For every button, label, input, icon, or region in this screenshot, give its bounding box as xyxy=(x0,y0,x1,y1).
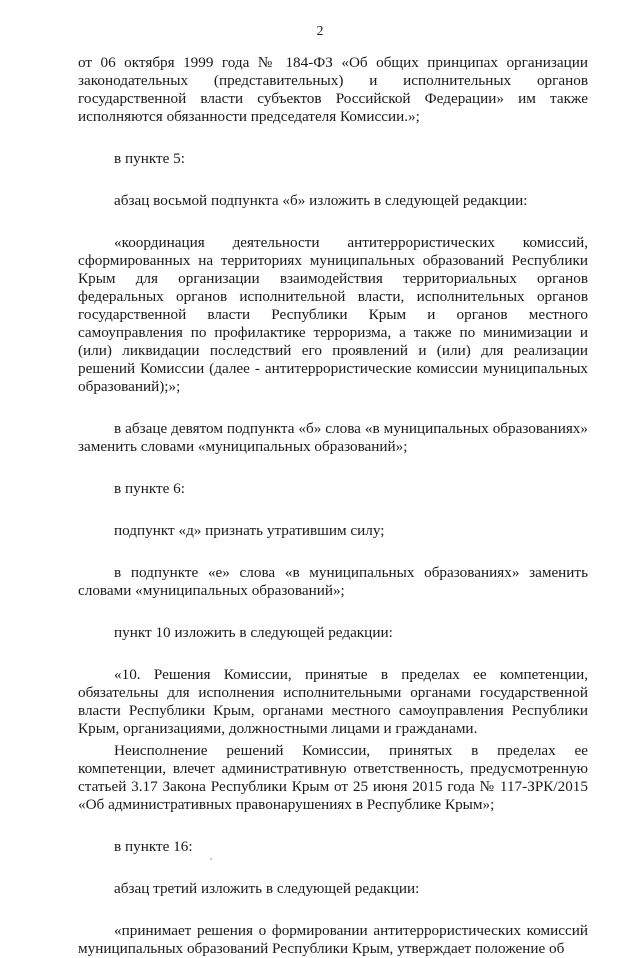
paragraph-item-5: в пункте 5: xyxy=(114,150,185,167)
paragraph-instruction-8b: абзац восьмой подпункта «б» изложить в следующей редакции: xyxy=(114,192,528,209)
paragraph-subitem-e: в подпункте «е» слова «в муниципальных образованиях» заменить словами «муниципальных образований»; xyxy=(78,564,588,599)
scan-speck xyxy=(210,858,212,860)
paragraph-instruction-9b: в абзаце девятом подпункта «б» слова «в муниципальных образованиях» заменить словами «муниципальных образований»; xyxy=(78,420,588,455)
page-number: 2 xyxy=(316,24,324,39)
paragraph-decisions-quote: «10. Решения Комиссии, принятые в пределах ее компетенции, обязательны для исполнения исполнительными органами государственной власти Республики Крым, органами местного самоуправления Республики Крым, организациями, должностными лицами и гражданами. xyxy=(78,666,588,737)
paragraph-decisions-formation-quote: «принимает решения о формировании антитеррористических комиссий муниципальных образований Республики Крым, утверждает положение об xyxy=(78,922,588,957)
paragraph-instruction-third: абзац третий изложить в следующей редакции: xyxy=(114,880,420,897)
paragraph-non-compliance: Неисполнение решений Комиссии, принятых в пределах ее компетенции, влечет административную ответственность, предусмотренную статьей 3.17 Закона Республики Крым от 25 июня 2015 года № 117-ЗРК/2015 «Об административных правонарушениях в Республике Крым»; xyxy=(78,742,588,813)
paragraph-subitem-d: подпункт «д» признать утратившим силу; xyxy=(114,522,385,539)
paragraph-item-16: в пункте 16: xyxy=(114,838,193,855)
paragraph-coordination-quote: «координация деятельности антитеррористических комиссий, сформированных на территориях муниципальных образований Республики Крым для организации взаимодействия территориальных органов федеральных органов исполнительной власти, исполнительных органов государственной власти Республики Крым и органов местного самоуправления по профилактике терроризма, а также по минимизации и (или) ликвидации последствий его проявлений и (или) для реализации решений Комиссии (далее - антитеррористические комиссии муниципальных образований);»; xyxy=(78,234,588,395)
document-body xyxy=(78,54,588,958)
paragraph-item-10: пункт 10 изложить в следующей редакции: xyxy=(114,624,393,641)
paragraph-item-6: в пункте 6: xyxy=(114,480,185,497)
paragraph-law-reference: от 06 октября 1999 года № 184-ФЗ «Об общих принципах организации законодательных (представительных) и исполнительных органов государственной власти субъектов Российской Федерации» им также исполняются обязанности председателя Комиссии.»; xyxy=(78,54,588,125)
